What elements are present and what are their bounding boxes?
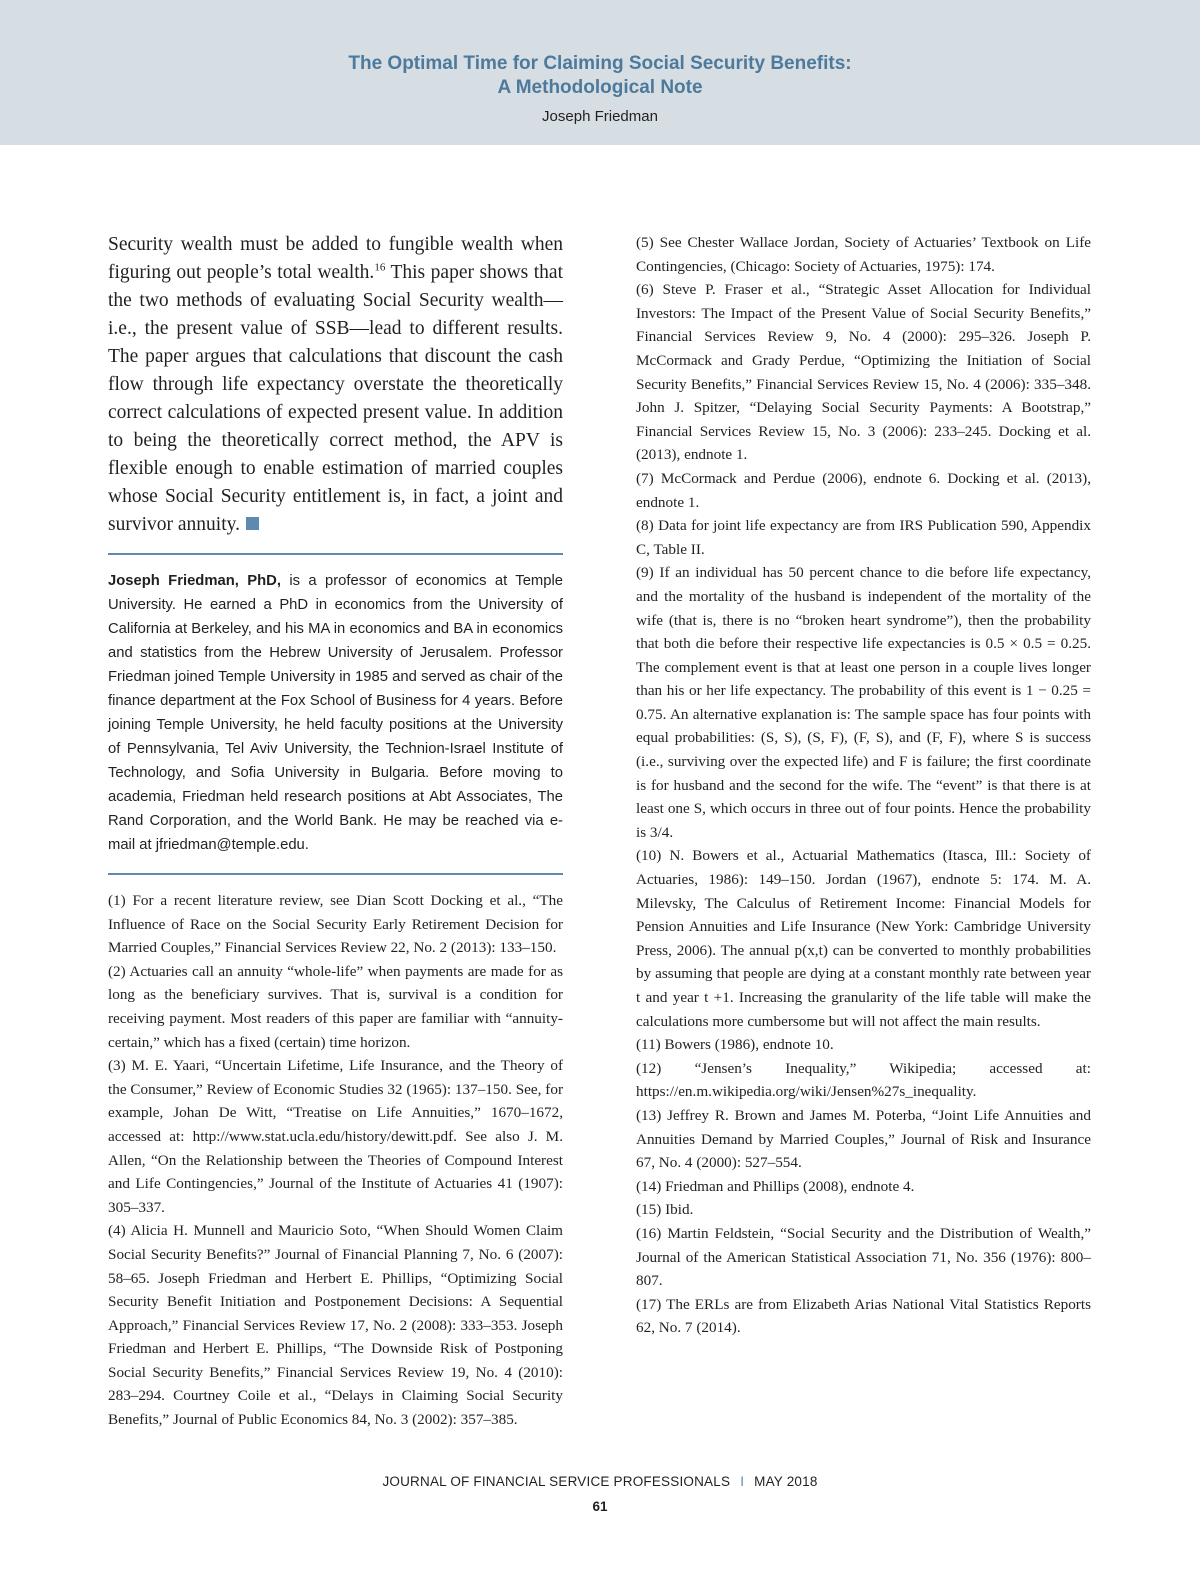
footer-separator: I [740, 1474, 745, 1489]
endnote-11: (11) Bowers (1986), endnote 10. [636, 1036, 834, 1054]
endnote-8: (8) Data for joint life expectancy are from IRS Publication 590, Appendix C, Table II. [636, 517, 1091, 558]
endnote-15: (15) Ibid. [636, 1201, 694, 1219]
bio-divider-bottom [108, 873, 563, 875]
article-author: Joseph Friedman [542, 108, 658, 125]
bio-name: Joseph Friedman, PhD, [108, 573, 281, 589]
body-paragraph [108, 231, 563, 539]
endnote-7: (7) McCormack and Perdue (2006), endnote 6. Docking et al. (2013), endnote 1. [636, 469, 1091, 511]
endnote-10: (10) N. Bowers et al., Actuarial Mathematics (Itasca, Ill.: Society of Actuaries, 1986): 149–150. Jordan (1967), endnote 5: 174. M. A. Milevsky, The Calculus of Retirement Income: Financial Models for Pension Annuities and Life Insurance (New York: Cambridge University Press, 2006). The annual p(x,t) can be converted to monthly probabilities by assuming that people are dying at a constant monthly rate between year t and year t +1. Increasing the granularity of the life table will make the calculations more cumbersome but will not affect the main results. [636, 847, 1091, 1030]
article-title-line2: A Methodological Note [497, 77, 703, 98]
endnote-16: (16) Martin Feldstein, “Social Security and the Distribution of Wealth,” Journal of the American Statistical Association 71, No. 356 (1976): 800–807. [636, 1224, 1091, 1290]
endnote-5: (5) See Chester Wallace Jordan, Society of Actuaries’ Textbook on Life Contingencies, (Chicago: Society of Actuaries, 1975): 174. [636, 234, 1091, 275]
endnote-4: (4) Alicia H. Munnell and Mauricio Soto, “When Should Women Claim Social Security Benefits?” Journal of Financial Planning 7, No. 6 (2007): 58–65. Joseph Friedman and Herbert E. Phillips, “Optimizing Social Security Benefit Initiation and Postponement Decisions: A Sequential Approach,” Financial Services Review 17, No. 2 (2008): 333–353. Joseph Friedman and Herbert E. Phillips, “The Downside Risk of Postponing Social Security Benefits,” Financial Services Review 19, No. 4 (2010): 283–294. Courtney Coile et al., “Delays in Claiming Social Security Benefits,” Journal of Public Economics 84, No. 3 (2002): 357–385. [108, 1222, 563, 1429]
endnote-9: (9) If an individual has 50 percent chance to die before life expectancy, and the mortality of the husband is independent of the mortality of the wife (that is, there is no “broken heart syndrome”), then the probability that both die before their respective life expectancies is 0.5 × 0.5 = 0.25. The complement event is that at least one person in a couple lives longer than his or her life expectancy. The probability of this event is 1 − 0.25 = 0.75. An alternative explanation is: The sample space has four points with equal probabilities: (S, S), (S, F), (F, S), and (F, F), where S is success (i.e., surviving over the expected life) and F is failure; the first coordinate is for husband and the second for the wife. The “event” is that there is at least one S, which occurs in three out of four points. Hence the probability is 3/4. [636, 564, 1091, 841]
endnote-14: (14) Friedman and Phillips (2008), endnote 4. [636, 1177, 915, 1195]
footnote-ref-16[interactable]: 16 [374, 261, 386, 274]
endnote-12: (12) “Jensen’s Inequality,” Wikipedia; accessed at: https://en.m.wikipedia.org/wiki/Jensen%27s_inequality. [636, 1059, 1091, 1101]
page-number: 61 [592, 1499, 608, 1514]
bio-divider-top [108, 553, 563, 555]
bio-text: is a professor of economics at Temple University. He earned a PhD in economics from the University of California at Berkeley, and his MA in economics and BA in economics and statistics from the Hebrew University of Jerusalem. Professor Friedman joined Temple University in 1985 and served as chair of the finance department at the Fox School of Business for 4 years. Before joining Temple University, he held faculty positions at the University of Pennsylvania, Tel Aviv University, the Technion-Israel Institute of Technology, and Sofia University in Bulgaria. Before moving to academia, Friedman held research positions at Abt Associates, The Rand Corporation, and the World Bank. He may be reached via e-mail at jfriedman@temple.edu. [108, 573, 563, 853]
author-bio [108, 569, 563, 857]
endnotes-left [108, 889, 563, 1432]
body-text: Security wealth must be added to fungible wealth when figuring out people’s total wealth. [108, 234, 563, 283]
left-column [108, 231, 563, 1432]
endnote-6: (6) Steve P. Fraser et al., “Strategic Asset Allocation for Individual Investors: The Impact of the Present Value of Social Security Benefits,” Financial Services Review 9, No. 4 (2000): 295–326. Joseph P. McCormack and Grady Perdue, “Optimizing the Initiation of Social Security Benefits,” Financial Services Review 15, No. 4 (2006): 335–348. John J. Spitzer, “Delaying Social Security Payments: A Bootstrap,” Financial Services Review 15, No. 3 (2006): 233–245. Docking et al. (2013), endnote 1. [636, 281, 1091, 464]
endnote-1: (1) For a recent literature review, see Dian Scott Docking et al., “The Influence of Race on the Social Security Early Retirement Decision for Married Couples,” Financial Services Review 22, No. 2 (2013): 133–150. [108, 892, 563, 957]
issue-date: MAY 2018 [754, 1474, 818, 1489]
running-footer [0, 1474, 1200, 1489]
endnote-3: (3) M. E. Yaari, “Uncertain Lifetime, Life Insurance, and the Theory of the Consumer,” Review of Economic Studies 32 (1965): 137–150. See, for example, Johan De Witt, “Treatise on Life Annuities,” 1670–1672, accessed at: http://www.stat.ucla.edu/history/dewitt.pdf. See also J. M. Allen, “On the Relationship between the Theories of Compound Interest and Life Contingencies,” Journal of the Institute of Actuaries 41 (1907): 305–337. [108, 1057, 563, 1216]
article-title-line1: The Optimal Time for Claiming Social Security Benefits: [348, 53, 852, 74]
body-text-continued: This paper shows that the two methods of evaluating Social Security wealth—i.e., the present value of SSB—lead to different results. The paper argues that calculations that discount the cash flow through life expectancy overstate the theoretically correct calculations of expected present value. In addition to being the theoretically correct method, the APV is flexible enough to enable estimation of married couples whose Social Security entitlement is, in fact, a joint and survivor annuity. [108, 262, 563, 535]
endnote-17: (17) The ERLs are from Elizabeth Arias National Vital Statistics Reports 62, No. 7 (2014). [636, 1295, 1091, 1337]
end-of-article-square-icon [246, 517, 259, 530]
endnote-2: (2) Actuaries call an annuity “whole-life” when payments are made for as long as the beneficiary survives. That is, survival is a condition for receiving payment. Most readers of this paper are familiar with “annuity-certain,” which has a fixed (certain) time horizon. [108, 962, 563, 1051]
journal-name: JOURNAL OF FINANCIAL SERVICE PROFESSIONALS [382, 1474, 731, 1489]
right-column [636, 231, 1091, 1340]
endnote-13: (13) Jeffrey R. Brown and James M. Poterba, “Joint Life Annuities and Annuities Demand by Married Couples,” Journal of Risk and Insurance 67, No. 4 (2000): 527–554. [636, 1106, 1091, 1172]
